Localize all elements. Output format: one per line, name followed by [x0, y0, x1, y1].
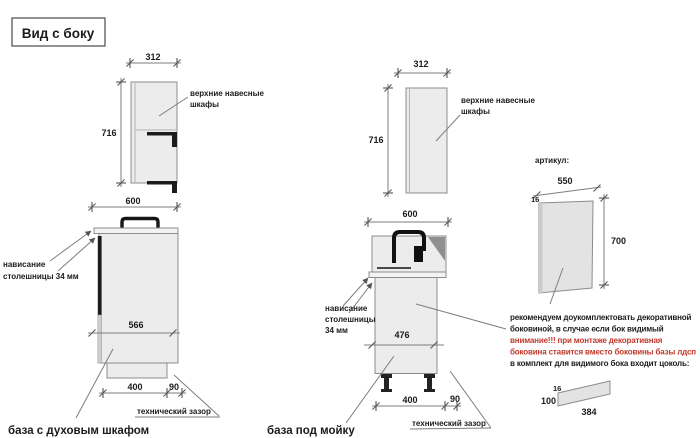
- door-profile-handle-bottom: [147, 181, 177, 193]
- dim-oven-tech-gap: 90: [168, 382, 180, 392]
- upper-cabinet-body-2: [406, 88, 447, 193]
- title-box: [12, 18, 105, 46]
- article-label: артикул:: [535, 156, 570, 165]
- dim-sink-base-width: 600: [402, 209, 418, 219]
- note-block: [510, 313, 696, 368]
- sink-leg-front: [381, 374, 392, 392]
- decorative-side-panel: [539, 201, 593, 293]
- overhang-arrow-1: [50, 231, 91, 261]
- dim-plinth-height: 100: [541, 396, 557, 406]
- upper-cabinets-label-left-1: верхние навесные: [190, 89, 264, 98]
- sink-upper-cabinet: [406, 88, 447, 193]
- sink-base-cabinet: [369, 232, 446, 392]
- dim-oven-plinth-inset: 400: [127, 382, 143, 392]
- base-sink-caption: база под мойку: [267, 425, 355, 437]
- note-line-1: рекомендуем доукомплектовать декоративной: [510, 313, 692, 322]
- oven-door-edge-light: [98, 315, 102, 363]
- note-line-2: боковиной, в случае если бок видимый: [510, 324, 664, 334]
- tech-gap-underline-sink: [410, 428, 491, 429]
- overhang-oven-label-2: столешницы 34 мм: [3, 272, 79, 281]
- dim-oven-upper-width: 312: [145, 52, 161, 62]
- upper-cabinets-label-left-2: шкафы: [190, 100, 219, 109]
- sink-leg-back: [424, 374, 435, 392]
- plinth-panel-face: [558, 381, 610, 406]
- oven-upper-cabinet: [131, 82, 177, 193]
- dim-sink-front-height: 476: [394, 330, 410, 340]
- oven-plinth: [107, 363, 167, 378]
- dim-sink-upper-width: 312: [413, 59, 429, 69]
- note-line-4-warning: боковина ставится вместо боковины базы лдсп: [510, 347, 696, 357]
- dim-sink-upper-height: 716: [368, 135, 384, 145]
- oven-cabinet-body: [99, 234, 178, 364]
- dim-sink-tech-gap: 90: [449, 394, 461, 404]
- dim-oven-base-width: 600: [125, 196, 141, 206]
- side-panel-edge: [539, 203, 543, 293]
- faucet-sprayer: [414, 246, 423, 262]
- oven-base-cabinet: [94, 219, 178, 379]
- dim-panel-width: 550: [557, 176, 573, 186]
- sink-cabinet-body: [375, 278, 437, 374]
- dim-sink-plinth-inset: 400: [402, 395, 418, 405]
- base-oven-caption: база с духовым шкафом: [8, 425, 150, 437]
- dim-oven-upper-height: 716: [101, 128, 117, 138]
- base-oven-leader: [76, 349, 113, 418]
- overhang-sink-label-2: столешницы: [325, 315, 376, 324]
- plinth-panel: [558, 381, 610, 406]
- note-line-3-warning: внимание!!! при монтаже декоративная: [510, 336, 663, 345]
- tech-gap-label-left: технический зазор: [137, 407, 211, 416]
- dim-oven-front-height: 566: [128, 320, 144, 330]
- side-panel-face: [539, 201, 593, 293]
- oven-handle-icon: [122, 219, 158, 230]
- sink-countertop: [369, 272, 446, 278]
- note-line-5: в комплект для видимого бока входит цоколь:: [510, 359, 690, 368]
- oven-door-edge-dark: [98, 236, 102, 315]
- oven-countertop: [94, 228, 178, 234]
- overhang-sink-label-3: 34 мм: [325, 326, 348, 335]
- overhang-sink-arrow-1: [343, 278, 368, 306]
- page-title: Вид с боку: [21, 26, 95, 41]
- tech-gap-label-sink: технический зазор: [412, 419, 486, 428]
- dim-panel-thickness: 16: [531, 195, 540, 204]
- dim-panel-width-line: [533, 187, 601, 196]
- upper-cabinets-label-mid-1: верхние навесные: [461, 96, 535, 105]
- dim-panel-height: 700: [611, 236, 627, 246]
- overhang-oven-label-1: нависание: [3, 260, 46, 269]
- overhang-sink-label-1: нависание: [325, 304, 368, 313]
- overhang-arrow-2: [58, 238, 95, 271]
- upper-cabinets-label-mid-2: шкафы: [461, 107, 490, 116]
- dim-plinth-thickness: 16: [553, 384, 562, 393]
- dim-plinth-length: 384: [581, 407, 597, 417]
